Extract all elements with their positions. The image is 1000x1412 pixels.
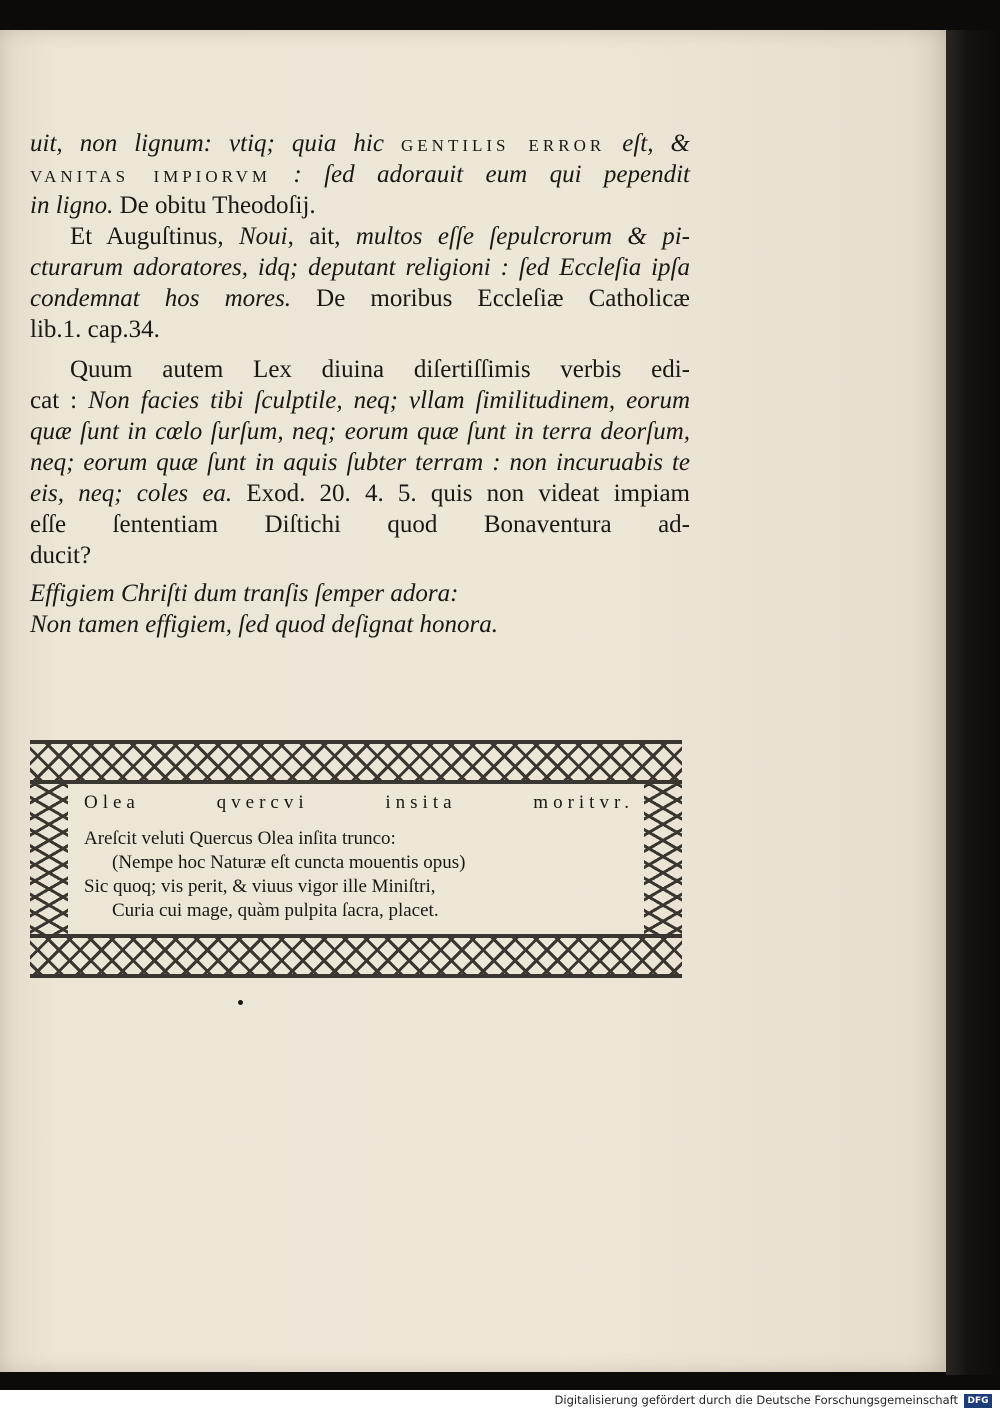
paragraph-3 [30,354,690,571]
text-line: ducit? [30,542,92,569]
text-line: eis, neq; coles ea. Exod. 20. 4. 5. quis non videat impiam [30,480,690,507]
text-line: Quum autem Lex diuina diſertiſſimis verbis edi- [70,356,690,383]
text-line: cturarum adoratores, idq; deputant religioni : ſed Eccleſia ipſa [30,254,690,281]
text-line: lib.1. cap.34. [30,316,160,343]
funding-credit: Digitalisierung gefördert durch die Deutsche Forschungsgemeinschaft [554,1393,958,1407]
ornament-border-top [30,740,682,784]
text-line: neq; eorum quæ ſunt in aquis ſubter terram : non incuruabis te [30,449,690,476]
ornament-border-bottom [30,934,682,978]
text-line: quæ ſunt in cœlo ſurſum, neq; eorum quæ ſunt in terra deorſum, [30,418,690,445]
dfg-logo[interactable]: DFG [964,1394,992,1408]
paragraph-2 [30,221,690,345]
emblem-verse: Sic quoq; vis perit, & viuus vigor ille Miniſtri, [84,876,436,897]
emblem-title: Olea qvercvi insita moritvr. [84,792,634,813]
paragraph-1 [30,128,690,221]
text-line: Et Auguſtinus, Noui, ait, multos eſſe ſepulcrorum & pi- [70,223,690,250]
ornament-border-right [644,784,682,934]
distich-line: Non tamen effigiem, ſed quod deſignat honora. [30,611,499,638]
emblem-verse: Curia cui mage, quàm pulpita ſacra, placet. [112,900,439,921]
distich-line: Effigiem Chriſti dum tranſis ſemper adora: [30,580,459,607]
emblem-verse: (Nempe hoc Naturæ eſt cuncta mouentis opus) [112,852,466,873]
ink-speck [238,1000,243,1005]
text-line: cat : Non facies tibi ſculptile, neq; vllam ſimilitudinem, eorum [30,387,690,414]
text-line: eſſe ſententiam Diſtichi quod Bonaventura ad- [30,511,690,538]
footer-bar [0,1390,1000,1412]
text-line: VANITAS IMPIORVM : ſed adorauit eum qui pependit [30,161,690,188]
page-edge-shadow [946,30,1000,1375]
text-line: condemnat hos mores. De moribus Eccleſiæ Catholicæ [30,285,690,312]
ornament-border-left [30,784,68,934]
text-line: uit, non lignum: vtiq; quia hic GENTILIS ERROR eſt, & [30,130,690,157]
emblem-ornament-box [30,740,682,978]
distich [30,578,690,640]
text-line: in ligno. De obitu Theodoſij. [30,192,316,219]
emblem-verse: Areſcit veluti Quercus Olea inſita trunco: [84,828,396,849]
emblem-text [74,790,634,930]
